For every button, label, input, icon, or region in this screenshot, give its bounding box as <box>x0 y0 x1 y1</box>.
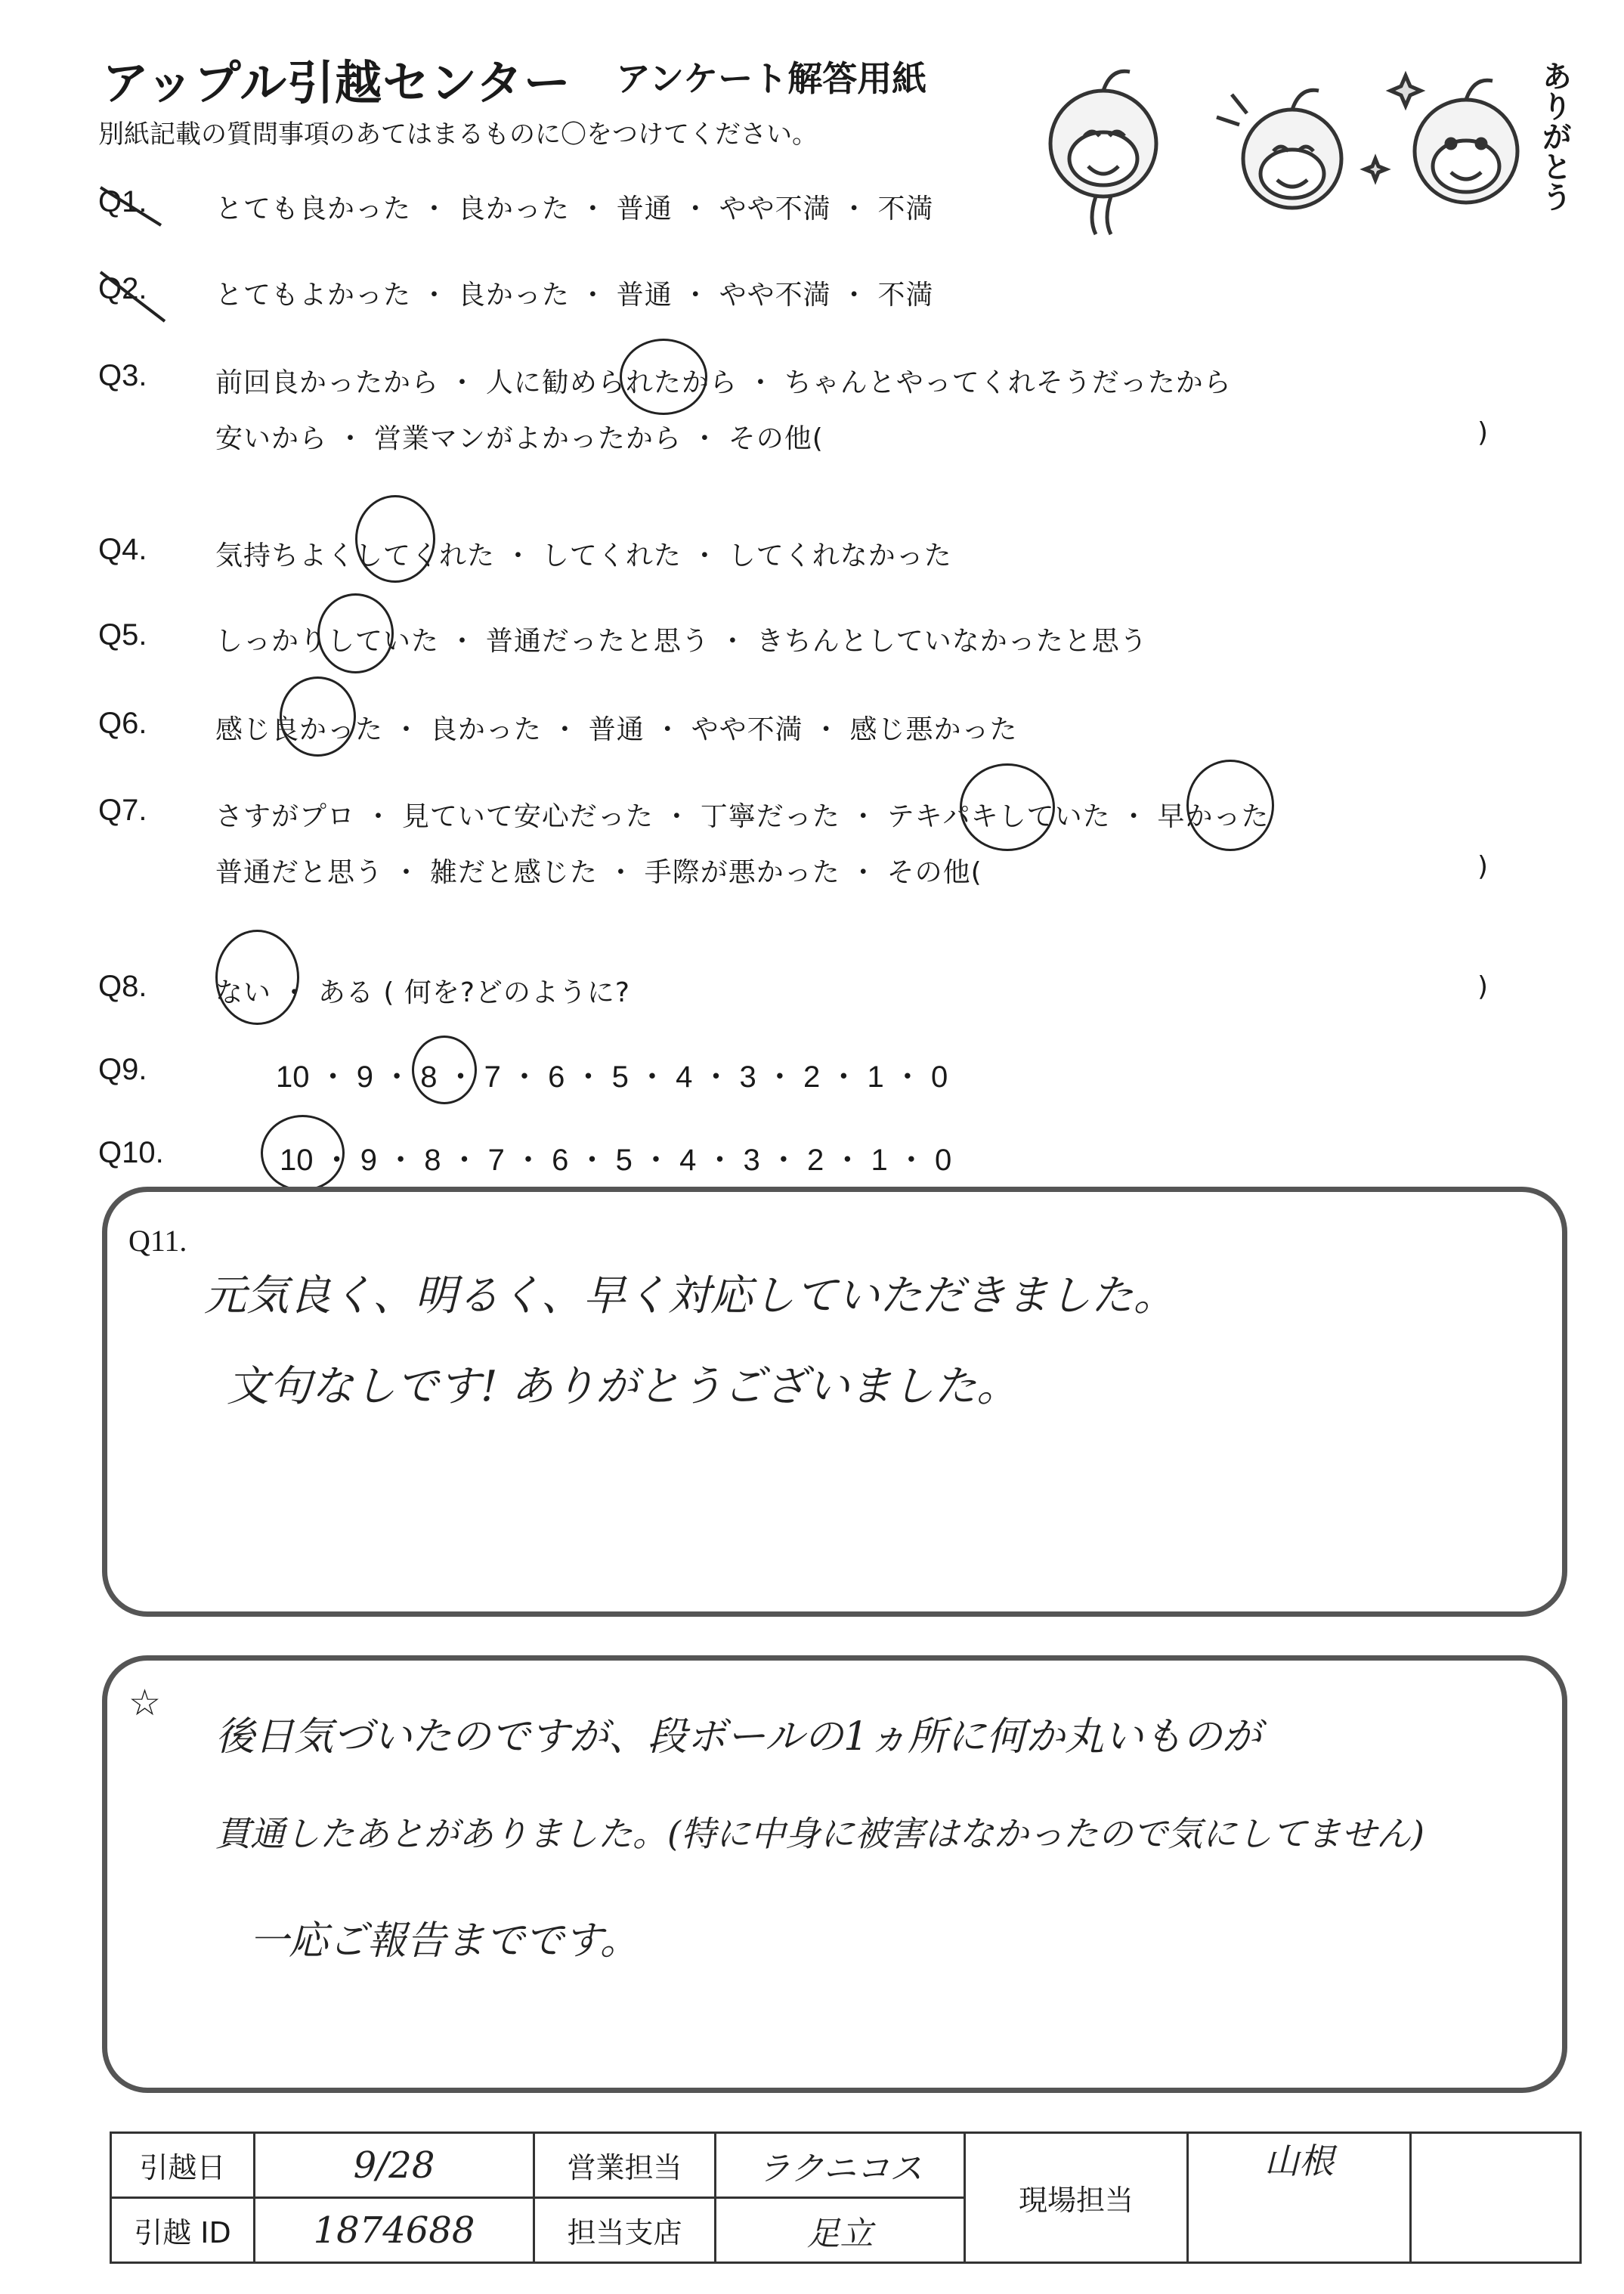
q10-selection-circle <box>261 1115 345 1191</box>
q8-label: Q8. <box>98 970 147 1003</box>
star-icon: ☆ <box>128 1683 162 1723</box>
q4-options: 気持ちよくしてくれた ・ してくれた ・ してくれなかった <box>215 540 952 571</box>
move-id-label: 引越 ID <box>111 2198 255 2263</box>
q9-scale: 10 ・ 9 ・ 8 ・ 7 ・ 6 ・ 5 ・ 4 ・ 3 ・ 2 ・ 1 ・ 0 <box>276 1060 948 1094</box>
q10-scale: 10 ・ 9 ・ 8 ・ 7 ・ 6 ・ 5 ・ 4 ・ 3 ・ 2 ・ 1 ・ 0 <box>280 1144 952 1177</box>
q6-label: Q6. <box>98 707 147 740</box>
q3-label: Q3. <box>98 359 147 392</box>
q11-label: Q11. <box>128 1224 187 1258</box>
remarks-line1: 後日気づいたのですが、段ボールの1ヵ所に何か丸いものが <box>215 1714 1262 1760</box>
remarks-line3: 一応ご報告までです。 <box>249 1918 639 1964</box>
q1-options: とても良かった ・ 良かった ・ 普通 ・ やや不満 ・ 不満 <box>215 193 934 224</box>
q9-selection-circle <box>412 1036 477 1104</box>
q5-label: Q5. <box>98 618 147 652</box>
q4-selection-circle <box>355 495 435 583</box>
thanks-text: ありがとう <box>1537 60 1572 212</box>
q7-options-line1: さすがプロ ・ 見ていて安心だった ・ 丁寧だった ・ テキパキしていた ・ 早かった <box>215 801 1270 832</box>
company-brand: アップル引越センター <box>102 55 571 110</box>
instructions: 別紙記載の質問事項のあてはまるものに〇をつけてください。 <box>98 119 818 150</box>
q10-label: Q10. <box>98 1136 164 1169</box>
staff-info-table <box>110 2131 1582 2264</box>
q8-options: ない ・ ある ( 何を?どのように? <box>215 977 631 1008</box>
q11-comment-line1: 元気良く、明るく、早く対応していただきました。 <box>204 1271 1176 1320</box>
q6-options: 感じ良かった ・ 良かった ・ 普通 ・ やや不満 ・ 感じ悪かった <box>215 714 1018 745</box>
form-title: アンケート解答用紙 <box>616 58 927 99</box>
sales-rep-value: ラクニコス <box>716 2133 965 2198</box>
move-date-label: 引越日 <box>111 2133 255 2198</box>
q3-selection-circle <box>620 339 707 415</box>
q7-selection-circle-hayakatta <box>1186 760 1274 851</box>
q7-other-close: ) <box>1477 851 1489 882</box>
q5-options: しっかりしていた ・ 普通だったと思う ・ きちんとしていなかったと思う <box>215 626 1148 657</box>
q3-options-line2: 安いから ・ 営業マンがよかったから ・ その他( <box>215 423 824 454</box>
field-staff-extra <box>1411 2133 1581 2263</box>
q7-label: Q7. <box>98 794 147 827</box>
q2-label: Q2. <box>98 272 147 305</box>
branch-value: 足立 <box>716 2198 965 2263</box>
q7-selection-circle-tekipaki <box>960 763 1055 851</box>
q1-label: Q1. <box>98 185 147 218</box>
q4-label: Q4. <box>98 533 147 566</box>
q5-selection-circle <box>317 593 394 673</box>
branch-label: 担当支店 <box>534 2198 716 2263</box>
q3-other-close: ) <box>1477 417 1489 448</box>
q3-options-line1: 前回良かったから ・ 人に勧められたから ・ ちゃんとやってくれそうだったから <box>215 367 1232 398</box>
q7-options-line2: 普通だと思う ・ 雑だと感じた ・ 手際が悪かった ・ その他( <box>215 857 982 888</box>
move-date-value: 9/28 <box>255 2133 534 2198</box>
q2-options: とてもよかった ・ 良かった ・ 普通 ・ やや不満 ・ 不満 <box>215 280 934 311</box>
q8-close: ) <box>1477 971 1489 1002</box>
sales-rep-label: 営業担当 <box>534 2133 716 2198</box>
q1-crossout-mark <box>97 180 165 233</box>
q9-label: Q9. <box>98 1053 147 1086</box>
field-staff-label: 現場担当 <box>965 2133 1188 2263</box>
q8-selection-circle <box>215 930 299 1025</box>
mascot-illustration <box>1020 45 1610 242</box>
q11-comment-line2: 文句なしです! ありがとうございました。 <box>227 1362 1019 1411</box>
q2-crossout-mark <box>97 265 169 325</box>
q6-selection-circle <box>280 676 356 757</box>
remarks-line2: 貫通したあとがありました。(特に中身に被害はなかったので気にしてません) <box>215 1813 1424 1854</box>
move-id-value: 1874688 <box>255 2198 534 2263</box>
field-staff-value: 山根 <box>1188 2133 1411 2263</box>
